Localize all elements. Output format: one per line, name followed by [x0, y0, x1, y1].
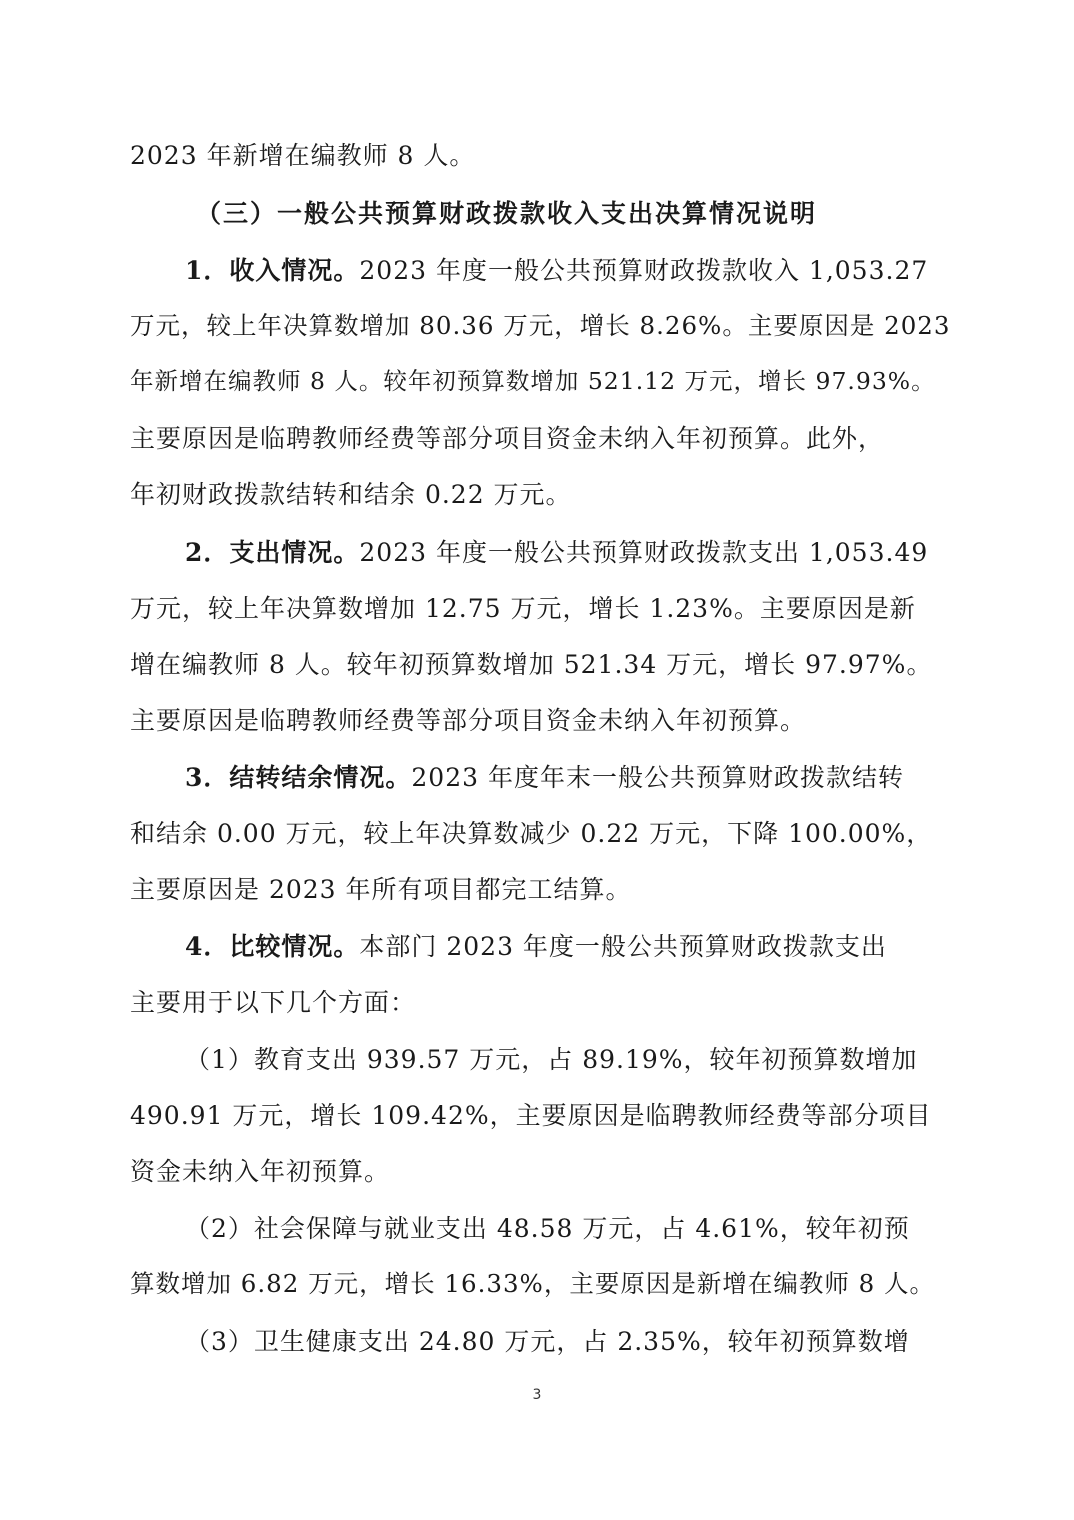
paragraph-line: 主要原因是临聘教师经费等部分项目资金未纳入年初预算。 — [130, 706, 807, 735]
paragraph-line: 主要原因是 2023 年所有项目都完工结算。 — [130, 875, 632, 904]
section-heading: （三）一般公共预算财政拨款收入支出决算情况说明 — [196, 199, 818, 228]
paragraph-line: （2）社会保障与就业支出 48.58 万元，占 4.61%，较年初预 — [185, 1214, 910, 1243]
item-heading-comparison: 4．比较情况。 — [185, 932, 360, 961]
item-text: 2023 年度年末一般公共预算财政拨款结转 — [411, 763, 904, 792]
paragraph-line — [185, 540, 950, 565]
paragraph-line: 年新增在编教师 8 人。较年初预算数增加 521.12 万元，增长 97.93%。 — [130, 367, 936, 395]
item-heading-income: 1．收入情况。 — [185, 256, 360, 285]
item-heading-balance: 3．结转结余情况。 — [185, 763, 412, 792]
item-heading-expenditure: 2．支出情况。 — [185, 538, 360, 567]
paragraph-line: 490.91 万元，增长 109.42%，主要原因是临聘教师经费等部分项目 — [130, 1101, 932, 1130]
paragraph-line: 主要原因是临聘教师经费等部分项目资金未纳入年初预算。此外， — [130, 424, 885, 453]
paragraph-line: 年初财政拨款结转和结余 0.22 万元。 — [130, 480, 572, 509]
paragraph-line — [185, 765, 950, 790]
paragraph-line: 和结余 0.00 万元，较上年决算数减少 0.22 万元，下降 100.00%， — [130, 819, 933, 848]
paragraph-line: 增在编教师 8 人。较年初预算数增加 521.34 万元，增长 97.97%。 — [130, 650, 933, 679]
paragraph-line — [185, 258, 950, 283]
paragraph-line: 主要用于以下几个方面： — [130, 988, 417, 1017]
item-text: 2023 年度一般公共预算财政拨款支出 1,053.49 — [359, 538, 929, 567]
paragraph-line: 资金未纳入年初预算。 — [130, 1157, 391, 1186]
page-number: 3 — [532, 1387, 542, 1403]
paragraph-line: 万元，较上年决算数增加 12.75 万元，增长 1.23%。主要原因是新 — [130, 594, 916, 623]
item-text: 2023 年度一般公共预算财政拨款收入 1,053.27 — [359, 256, 929, 285]
paragraph-line: （1）教育支出 939.57 万元，占 89.19%，较年初预算数增加 — [185, 1045, 918, 1074]
paragraph-line: （3）卫生健康支出 24.80 万元，占 2.35%，较年初预算数增 — [185, 1327, 910, 1356]
item-text: 本部门 2023 年度一般公共预算财政拨款支出 — [359, 932, 887, 961]
paragraph-line: 算数增加 6.82 万元，增长 16.33%，主要原因是新增在编教师 8 人。 — [130, 1269, 935, 1298]
paragraph-line — [185, 934, 950, 959]
paragraph-line: 万元，较上年决算数增加 80.36 万元，增长 8.26%。主要原因是 2023 — [130, 311, 951, 340]
paragraph-line: 2023 年新增在编教师 8 人。 — [130, 141, 476, 170]
